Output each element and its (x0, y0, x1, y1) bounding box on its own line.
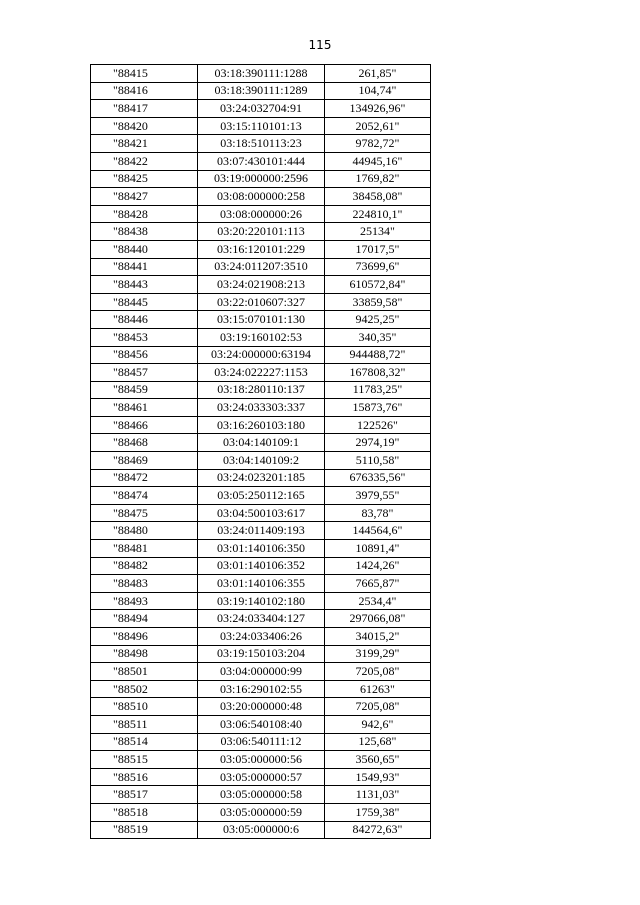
table-row (91, 240, 431, 258)
record-id-cell: "88493 (91, 592, 198, 610)
cadastral-number-cell: 03:05:250112:165 (198, 487, 325, 505)
cadastral-number-cell: 03:24:033303:337 (198, 399, 325, 417)
cadastral-number-cell: 03:05:000000:6 (198, 821, 325, 839)
cadastral-number-cell: 03:18:510113:23 (198, 135, 325, 153)
record-id-cell: "88443 (91, 276, 198, 294)
value-cell: 125,68" (325, 733, 431, 751)
record-id-cell: "88459 (91, 381, 198, 399)
value-cell: 7205,08" (325, 698, 431, 716)
record-id-cell: "88420 (91, 117, 198, 135)
cadastral-number-cell: 03:05:000000:59 (198, 803, 325, 821)
value-cell: 134926,96" (325, 100, 431, 118)
table-row (91, 768, 431, 786)
value-cell: 7205,08" (325, 663, 431, 681)
cadastral-number-cell: 03:15:110101:13 (198, 117, 325, 135)
value-cell: 73699,6" (325, 258, 431, 276)
record-id-cell: "88496 (91, 628, 198, 646)
cadastral-number-cell: 03:16:290102:55 (198, 680, 325, 698)
record-id-cell: "88501 (91, 663, 198, 681)
table-row (91, 364, 431, 382)
record-id-cell: "88475 (91, 504, 198, 522)
record-id-cell: "88482 (91, 557, 198, 575)
record-id-cell: "88511 (91, 715, 198, 733)
table-row (91, 82, 431, 100)
table-row (91, 504, 431, 522)
cadastral-number-cell: 03:24:032704:91 (198, 100, 325, 118)
cadastral-number-cell: 03:08:000000:26 (198, 205, 325, 223)
cadastral-number-cell: 03:04:000000:99 (198, 663, 325, 681)
cadastral-number-cell: 03:05:000000:58 (198, 786, 325, 804)
cadastral-number-cell: 03:24:033404:127 (198, 610, 325, 628)
cadastral-number-cell: 03:04:140109:1 (198, 434, 325, 452)
cadastral-number-cell: 03:01:140106:352 (198, 557, 325, 575)
cadastral-number-cell: 03:24:000000:63194 (198, 346, 325, 364)
table-row (91, 100, 431, 118)
table-row (91, 258, 431, 276)
table-row (91, 346, 431, 364)
page-number: 115 (308, 38, 332, 52)
value-cell: 122526" (325, 416, 431, 434)
table-row (91, 628, 431, 646)
table-row (91, 715, 431, 733)
value-cell: 84272,63" (325, 821, 431, 839)
value-cell: 1131,03" (325, 786, 431, 804)
table-row (91, 205, 431, 223)
record-id-cell: "88510 (91, 698, 198, 716)
table-row (91, 645, 431, 663)
value-cell: 676335,56" (325, 469, 431, 487)
value-cell: 34015,2" (325, 628, 431, 646)
record-id-cell: "88481 (91, 540, 198, 558)
value-cell: 340,35" (325, 328, 431, 346)
record-id-cell: "88453 (91, 328, 198, 346)
table-row (91, 698, 431, 716)
cadastral-number-cell: 03:18:390111:1289 (198, 82, 325, 100)
cadastral-number-cell: 03:04:140109:2 (198, 452, 325, 470)
value-cell: 61263" (325, 680, 431, 698)
value-cell: 33859,58" (325, 293, 431, 311)
value-cell: 224810,1" (325, 205, 431, 223)
table-row (91, 276, 431, 294)
table-row (91, 540, 431, 558)
table-row (91, 117, 431, 135)
cadastral-number-cell: 03:19:150103:204 (198, 645, 325, 663)
cadastral-number-cell: 03:24:011207:3510 (198, 258, 325, 276)
value-cell: 5110,58" (325, 452, 431, 470)
table-row (91, 751, 431, 769)
record-id-cell: "88461 (91, 399, 198, 417)
cadastral-number-cell: 03:19:160102:53 (198, 328, 325, 346)
table-row (91, 522, 431, 540)
value-cell: 3199,29" (325, 645, 431, 663)
table-row (91, 663, 431, 681)
table-row (91, 452, 431, 470)
value-cell: 2534,4" (325, 592, 431, 610)
cadastral-number-cell: 03:05:000000:57 (198, 768, 325, 786)
cadastral-number-cell: 03:24:011409:193 (198, 522, 325, 540)
record-id-cell: "88469 (91, 452, 198, 470)
table-row (91, 575, 431, 593)
record-id-cell: "88514 (91, 733, 198, 751)
table-row (91, 65, 431, 83)
cadastral-number-cell: 03:24:033406:26 (198, 628, 325, 646)
record-id-cell: "88468 (91, 434, 198, 452)
value-cell: 15873,76" (325, 399, 431, 417)
cadastral-number-cell: 03:24:021908:213 (198, 276, 325, 294)
record-id-cell: "88457 (91, 364, 198, 382)
value-cell: 44945,16" (325, 152, 431, 170)
value-cell: 11783,25" (325, 381, 431, 399)
record-id-cell: "88516 (91, 768, 198, 786)
value-cell: 610572,84" (325, 276, 431, 294)
records-table-body (91, 65, 431, 839)
record-id-cell: "88519 (91, 821, 198, 839)
cadastral-number-cell: 03:24:023201:185 (198, 469, 325, 487)
value-cell: 9425,25" (325, 311, 431, 329)
record-id-cell: "88438 (91, 223, 198, 241)
table-row (91, 170, 431, 188)
table-row (91, 399, 431, 417)
cadastral-number-cell: 03:06:540108:40 (198, 715, 325, 733)
value-cell: 104,74" (325, 82, 431, 100)
record-id-cell: "88425 (91, 170, 198, 188)
cadastral-number-cell: 03:06:540111:12 (198, 733, 325, 751)
table-row (91, 434, 431, 452)
table-row (91, 311, 431, 329)
value-cell: 167808,32" (325, 364, 431, 382)
cadastral-number-cell: 03:18:390111:1288 (198, 65, 325, 83)
value-cell: 1769,82" (325, 170, 431, 188)
record-id-cell: "88427 (91, 188, 198, 206)
record-id-cell: "88518 (91, 803, 198, 821)
cadastral-number-cell: 03:05:000000:56 (198, 751, 325, 769)
table-row (91, 680, 431, 698)
cadastral-number-cell: 03:22:010607:327 (198, 293, 325, 311)
record-id-cell: "88474 (91, 487, 198, 505)
table-row (91, 803, 431, 821)
value-cell: 9782,72" (325, 135, 431, 153)
record-id-cell: "88421 (91, 135, 198, 153)
cadastral-number-cell: 03:24:022227:1153 (198, 364, 325, 382)
table-row (91, 135, 431, 153)
value-cell: 17017,5" (325, 240, 431, 258)
record-id-cell: "88472 (91, 469, 198, 487)
value-cell: 942,6" (325, 715, 431, 733)
value-cell: 1424,26" (325, 557, 431, 575)
value-cell: 38458,08" (325, 188, 431, 206)
table-row (91, 152, 431, 170)
value-cell: 3979,55" (325, 487, 431, 505)
value-cell: 10891,4" (325, 540, 431, 558)
value-cell: 144564,6" (325, 522, 431, 540)
value-cell: 25134" (325, 223, 431, 241)
table-row (91, 328, 431, 346)
record-id-cell: "88446 (91, 311, 198, 329)
value-cell: 2052,61" (325, 117, 431, 135)
records-table (90, 64, 431, 839)
record-id-cell: "88441 (91, 258, 198, 276)
record-id-cell: "88502 (91, 680, 198, 698)
cadastral-number-cell: 03:18:280110:137 (198, 381, 325, 399)
table-row (91, 487, 431, 505)
record-id-cell: "88498 (91, 645, 198, 663)
record-id-cell: "88517 (91, 786, 198, 804)
cadastral-number-cell: 03:19:140102:180 (198, 592, 325, 610)
table-row (91, 469, 431, 487)
record-id-cell: "88466 (91, 416, 198, 434)
table-row (91, 821, 431, 839)
record-id-cell: "88415 (91, 65, 198, 83)
value-cell: 1759,38" (325, 803, 431, 821)
cadastral-number-cell: 03:16:120101:229 (198, 240, 325, 258)
value-cell: 297066,08" (325, 610, 431, 628)
table-row (91, 188, 431, 206)
cadastral-number-cell: 03:01:140106:355 (198, 575, 325, 593)
record-id-cell: "88494 (91, 610, 198, 628)
table-row (91, 786, 431, 804)
table-row (91, 416, 431, 434)
table-row (91, 557, 431, 575)
cadastral-number-cell: 03:04:500103:617 (198, 504, 325, 522)
table-row (91, 381, 431, 399)
record-id-cell: "88515 (91, 751, 198, 769)
value-cell: 7665,87" (325, 575, 431, 593)
table-row (91, 223, 431, 241)
record-id-cell: "88480 (91, 522, 198, 540)
table-row (91, 592, 431, 610)
cadastral-number-cell: 03:01:140106:350 (198, 540, 325, 558)
table-row (91, 733, 431, 751)
record-id-cell: "88483 (91, 575, 198, 593)
value-cell: 2974,19" (325, 434, 431, 452)
cadastral-number-cell: 03:08:000000:258 (198, 188, 325, 206)
cadastral-number-cell: 03:07:430101:444 (198, 152, 325, 170)
value-cell: 261,85" (325, 65, 431, 83)
value-cell: 3560,65" (325, 751, 431, 769)
cadastral-number-cell: 03:15:070101:130 (198, 311, 325, 329)
record-id-cell: "88416 (91, 82, 198, 100)
cadastral-number-cell: 03:20:220101:113 (198, 223, 325, 241)
record-id-cell: "88445 (91, 293, 198, 311)
record-id-cell: "88440 (91, 240, 198, 258)
table-row (91, 293, 431, 311)
value-cell: 1549,93" (325, 768, 431, 786)
record-id-cell: "88428 (91, 205, 198, 223)
record-id-cell: "88422 (91, 152, 198, 170)
cadastral-number-cell: 03:16:260103:180 (198, 416, 325, 434)
value-cell: 83,78" (325, 504, 431, 522)
cadastral-number-cell: 03:20:000000:48 (198, 698, 325, 716)
table-row (91, 610, 431, 628)
value-cell: 944488,72" (325, 346, 431, 364)
cadastral-number-cell: 03:19:000000:2596 (198, 170, 325, 188)
record-id-cell: "88417 (91, 100, 198, 118)
record-id-cell: "88456 (91, 346, 198, 364)
